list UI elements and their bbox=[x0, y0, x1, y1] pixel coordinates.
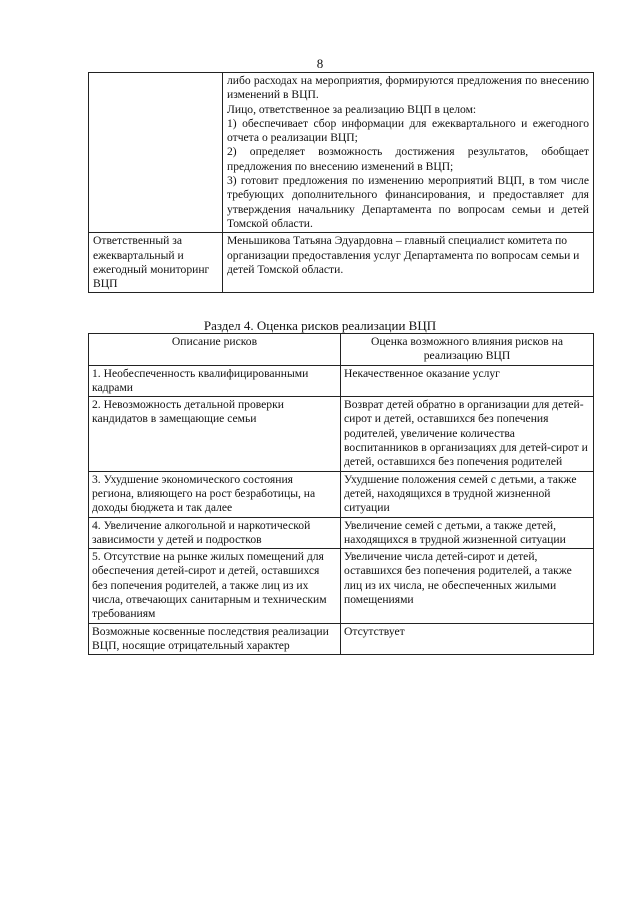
table-row bbox=[89, 517, 594, 549]
table-header-row bbox=[89, 334, 594, 366]
paragraph: 1) обеспечивает сбор информации для ежеквартального и ежегодного отчета о реализации ВЦП; bbox=[227, 116, 589, 145]
table-cell: Ответственный за ежеквартальный и ежегодный мониторинг ВЦП bbox=[89, 233, 223, 293]
table-row bbox=[89, 233, 594, 293]
risk-impact: Увеличение числа детей-сирот и детей, оставшихся без попечения родителей, а также лиц из их числа, не обеспеченных жилыми помещениями bbox=[341, 549, 594, 623]
risk-description: 1. Необеспеченность квалифицированными кадрами bbox=[89, 365, 341, 397]
table-cell bbox=[223, 73, 594, 233]
page-number: 8 bbox=[316, 56, 324, 71]
paragraph: Лицо, ответственное за реализацию ВЦП в целом: bbox=[227, 102, 477, 116]
table-row bbox=[89, 73, 594, 233]
table-cell bbox=[89, 73, 223, 233]
column-header: Описание рисков bbox=[89, 334, 341, 366]
table-row bbox=[89, 623, 594, 655]
section-title: Раздел 4. Оценка рисков реализации ВЦП bbox=[203, 318, 437, 333]
risk-impact: Ухудшение положения семей с детьми, а также детей, находящихся в трудной жизненной ситуации bbox=[341, 471, 594, 517]
risks-table bbox=[88, 333, 594, 655]
risk-impact: Некачественное оказание услуг bbox=[341, 365, 594, 397]
column-header: Оценка возможного влияния рисков на реализацию ВЦП bbox=[341, 334, 594, 366]
table-cell: Меньшикова Татьяна Эдуардовна – главный специалист комитета по организации предоставления услуг Департамента по вопросам семьи и детей Томской области. bbox=[223, 233, 594, 293]
paragraph: 2) определяет возможность достижения результатов, обобщает предложения по внесению изменений в ВЦП; bbox=[227, 145, 589, 173]
table-row bbox=[89, 397, 594, 471]
risk-impact: Отсутствует bbox=[341, 623, 594, 655]
responsibility-table bbox=[88, 72, 594, 293]
paragraph: 3) готовит предложения по изменению мероприятий ВЦП, в том числе требующих дополнительного финансирования, и предоставляет для утверждения начальнику Департамента по вопросам семьи и детей Томской области. bbox=[227, 174, 589, 230]
table-row bbox=[89, 549, 594, 623]
risk-description: 4. Увеличение алкогольной и наркотической зависимости у детей и подростков bbox=[89, 517, 341, 549]
risk-impact: Возврат детей обратно в организации для детей-сирот и детей, оставшихся без попечения родителей, увеличение количества воспитанников в организациях для детей-сирот и детей, оставшихся без попечения родителей bbox=[341, 397, 594, 471]
risk-description: 2. Невозможность детальной проверки кандидатов в замещающие семьи bbox=[89, 397, 341, 471]
paragraph: либо расходах на мероприятия, формируются предложения по внесению изменений в ВЦП. bbox=[227, 74, 589, 102]
risk-description: 3. Ухудшение экономического состояния региона, влияющего на рост безработицы, на доходы бюджета и так далее bbox=[89, 471, 341, 517]
table-row bbox=[89, 471, 594, 517]
table-row bbox=[89, 365, 594, 397]
risk-description: Возможные косвенные последствия реализации ВЦП, носящие отрицательный характер bbox=[89, 623, 341, 655]
risk-description: 5. Отсутствие на рынке жилых помещений для обеспечения детей-сирот и детей, оставшихся без попечения родителей, а также лиц из их числа, отвечающих санитарным и техническим требованиям bbox=[89, 549, 341, 623]
risk-impact: Увеличение семей с детьми, а также детей, находящихся в трудной жизненной ситуации bbox=[341, 517, 594, 549]
